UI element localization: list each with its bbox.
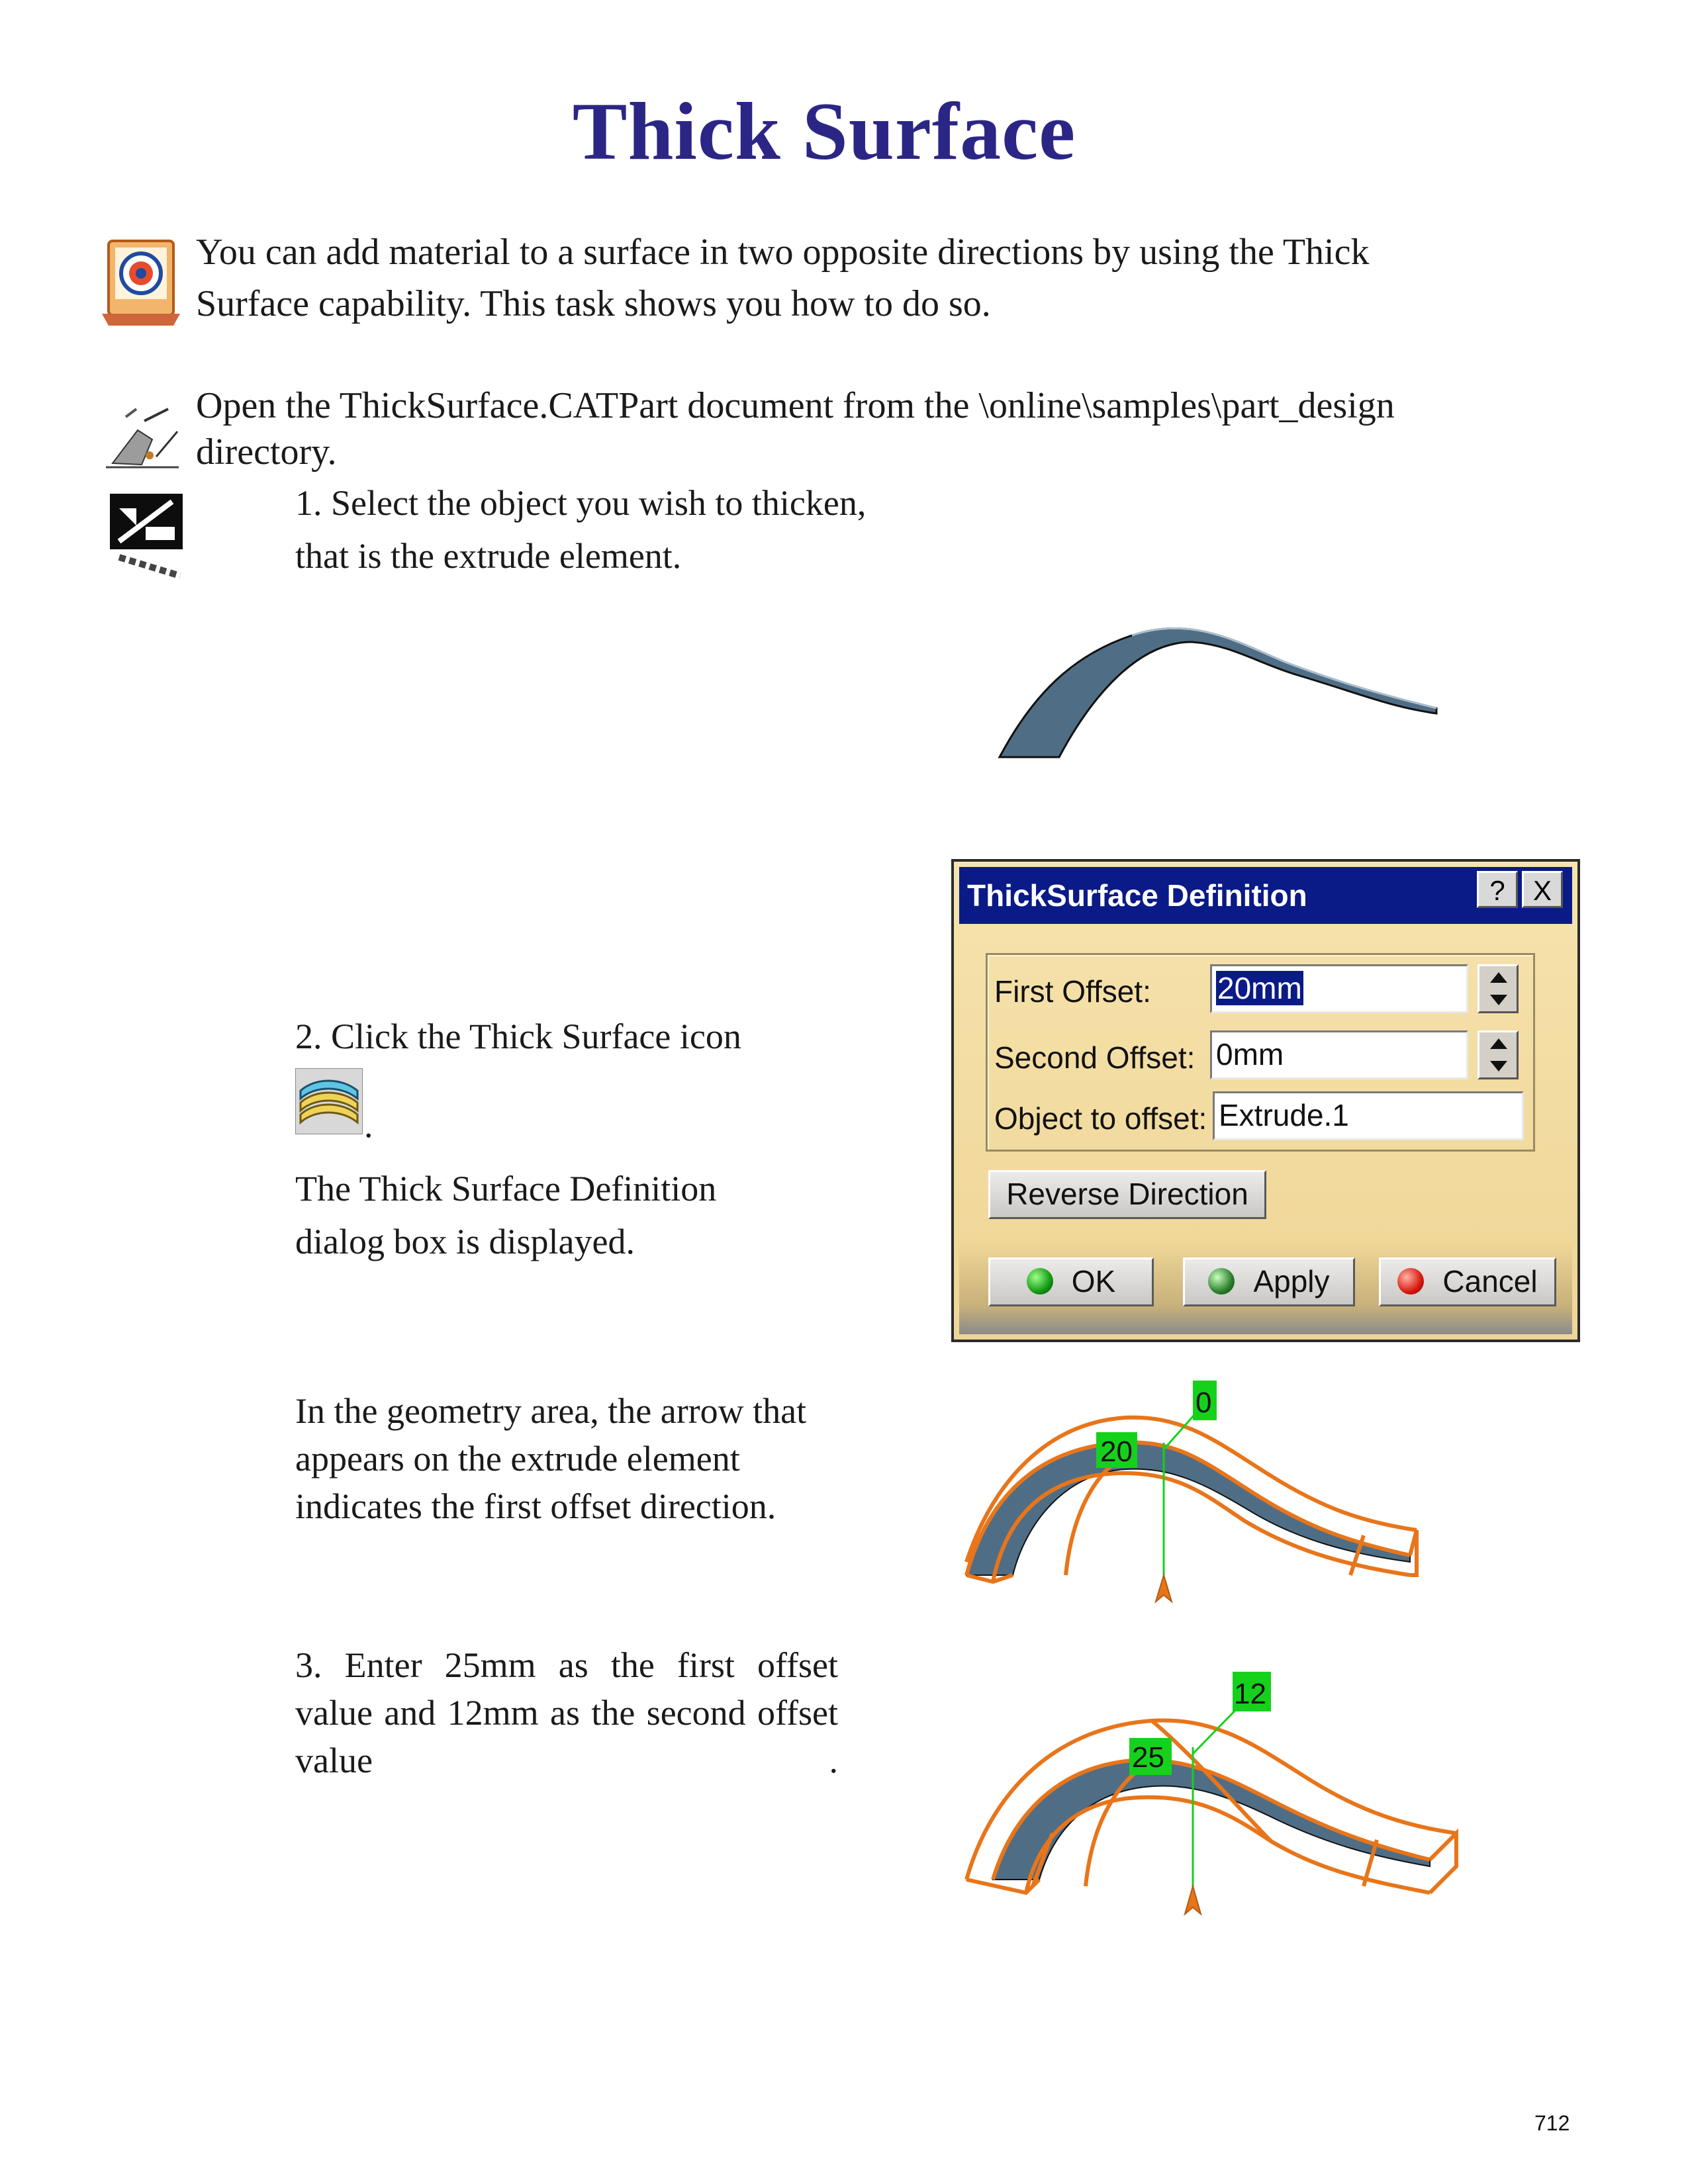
reverse-direction-button[interactable]: Reverse Direction: [988, 1170, 1266, 1219]
second-offset-spinner[interactable]: [1477, 1030, 1519, 1079]
ok-button[interactable]: [988, 1257, 1154, 1306]
second-offset-tag: 12: [1234, 1678, 1266, 1710]
offset-group: [986, 953, 1535, 1152]
object-to-offset-value: Extrude.1: [1219, 1098, 1349, 1132]
second-offset-tag: 0: [1196, 1387, 1212, 1419]
second-offset-value: 0mm: [1216, 1037, 1284, 1071]
ok-label: OK: [1071, 1264, 1116, 1298]
spin-up-icon[interactable]: [1479, 966, 1517, 989]
first-offset-spinner[interactable]: [1477, 964, 1519, 1013]
spin-down-icon[interactable]: [1479, 989, 1517, 1011]
dialog-title: ThickSurface Definition: [967, 878, 1307, 913]
thick-surface-icon[interactable]: [295, 1068, 363, 1134]
object-to-offset-label: Object to offset:: [994, 1101, 1207, 1136]
first-offset-input[interactable]: [1210, 964, 1468, 1013]
video-clapper-icon: [106, 488, 188, 580]
task-target-icon: [99, 236, 183, 328]
thick-surface-dialog: [951, 859, 1580, 1342]
first-offset-tag: 25: [1132, 1741, 1164, 1774]
dialog-displayed-text: The Thick Surface Definition dialog box is displayed.: [295, 1169, 717, 1261]
page-title: Thick Surface: [572, 86, 1076, 177]
second-offset-label: Second Offset:: [994, 1040, 1196, 1075]
help-button[interactable]: ?: [1477, 871, 1518, 908]
both-offsets-preview-figure: [953, 1668, 1470, 1933]
first-offset-preview-figure: [953, 1377, 1443, 1615]
apply-green-icon: [1208, 1268, 1235, 1295]
spin-up-icon[interactable]: [1479, 1032, 1517, 1055]
cancel-label: Cancel: [1442, 1264, 1538, 1298]
first-offset-tag: 20: [1100, 1435, 1133, 1468]
page-number: 712: [1534, 2111, 1570, 2135]
apply-button[interactable]: [1183, 1257, 1355, 1306]
open-document-text: Open the ThickSurface.CATPart document from the \online\samples\part_design directory.: [196, 385, 1395, 473]
object-to-offset-field[interactable]: [1213, 1091, 1524, 1140]
step-2-text: 2. Click the Thick Surface icon: [295, 1017, 741, 1056]
step-1-text: 1. Select the object you wish to thicken, that is the extrude element.: [295, 483, 867, 576]
sample-document-icon: [99, 390, 187, 475]
cancel-button[interactable]: [1379, 1257, 1556, 1306]
first-offset-value: 20mm: [1217, 971, 1302, 1005]
ok-green-icon: [1027, 1268, 1053, 1295]
arrow-note-text: In the geometry area, the arrow that appears on the extrude element indicates the first offset direction.: [295, 1391, 807, 1526]
second-offset-input[interactable]: [1210, 1030, 1468, 1079]
step-3-text: 3. Enter 25mm as the first offset value and 12mm as the second offset value .: [295, 1645, 838, 1780]
step-2-period: .: [364, 1105, 373, 1145]
close-button[interactable]: X: [1522, 871, 1563, 908]
extrude-surface-figure: [993, 615, 1456, 768]
first-offset-label: First Offset:: [994, 974, 1151, 1009]
cancel-red-icon: [1397, 1268, 1424, 1295]
spin-down-icon[interactable]: [1479, 1055, 1517, 1077]
intro-text: You can add material to a surface in two opposite directions by using the Thick Surface capability. This task shows you how to do so.: [196, 232, 1370, 324]
apply-label: Apply: [1253, 1264, 1330, 1298]
